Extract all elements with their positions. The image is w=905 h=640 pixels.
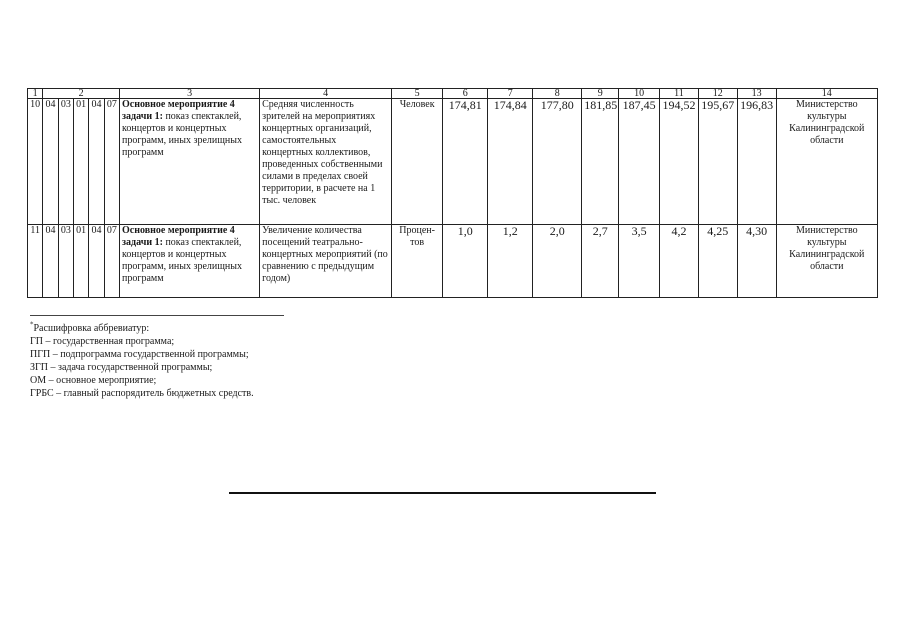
code-cell: 04 bbox=[89, 225, 104, 298]
value-cell: 177,80 bbox=[533, 99, 582, 225]
header-cell: 5 bbox=[392, 89, 443, 99]
code-cell: 07 bbox=[104, 99, 119, 225]
activity-name-bold: Основное мероприятие 4 задачи 1: bbox=[122, 225, 235, 248]
footnotes bbox=[30, 322, 254, 400]
row-number: 10 bbox=[28, 99, 43, 225]
responsible-cell: Министерство культуры Калининградской области bbox=[776, 99, 877, 225]
unit-cell: Процен-тов bbox=[392, 225, 443, 298]
unit-cell: Человек bbox=[392, 99, 443, 225]
header-cell: 6 bbox=[443, 89, 488, 99]
header-cell: 1 bbox=[28, 89, 43, 99]
header-cell: 14 bbox=[776, 89, 877, 99]
activity-name-bold: Основное мероприятие 4 задачи 1: bbox=[122, 99, 235, 122]
value-cell: 187,45 bbox=[619, 99, 660, 225]
code-cell: 03 bbox=[58, 99, 73, 225]
value-cell: 174,84 bbox=[488, 99, 533, 225]
indicators-table bbox=[27, 88, 878, 298]
value-cell: 194,52 bbox=[660, 99, 699, 225]
indicator-name: Увеличение количества посещений театрально-концертных мероприятий (по сравнению с предыдущим годом) bbox=[260, 225, 392, 298]
footnote-item: ПГП – подпрограмма государственной программы; bbox=[30, 349, 249, 360]
header-cell: 11 bbox=[660, 89, 699, 99]
activity-name-text: показ спектаклей, концертов и концертных программ, иных зрелищных программ bbox=[122, 111, 243, 158]
value-cell: 174,81 bbox=[443, 99, 488, 225]
value-cell: 3,5 bbox=[619, 225, 660, 298]
value-cell: 4,2 bbox=[660, 225, 699, 298]
table-row bbox=[28, 225, 878, 298]
value-cell: 1,0 bbox=[443, 225, 488, 298]
indicator-name: Средняя численность зрителей на мероприятиях концертных организаций, самостоятельных концертных коллективов, проведенных собственными силами в пределах своей территории, в расчете на 1 тыс. человек bbox=[260, 99, 392, 225]
code-cell: 01 bbox=[73, 99, 88, 225]
footnote-item: ЗГП – задача государственной программы; bbox=[30, 362, 213, 373]
value-cell: 2,0 bbox=[533, 225, 582, 298]
header-cell: 2 bbox=[43, 89, 120, 99]
value-cell: 2,7 bbox=[582, 225, 619, 298]
footnote-item: ГП – государственная программа; bbox=[30, 336, 175, 347]
row-number: 11 bbox=[28, 225, 43, 298]
header-row bbox=[28, 89, 878, 99]
footnote-divider bbox=[30, 315, 284, 316]
value-cell: 1,2 bbox=[488, 225, 533, 298]
activity-name bbox=[120, 99, 260, 225]
code-cell: 04 bbox=[89, 99, 104, 225]
activity-name-text: показ спектаклей, концертов и концертных программ, иных зрелищных программ bbox=[122, 237, 243, 284]
code-cell: 04 bbox=[43, 99, 58, 225]
footnote-mark: * bbox=[30, 320, 34, 329]
header-cell: 10 bbox=[619, 89, 660, 99]
table-row bbox=[28, 99, 878, 225]
footnote-title: *Расшифровка аббревиатур: bbox=[30, 320, 150, 334]
code-cell: 07 bbox=[104, 225, 119, 298]
code-cell: 03 bbox=[58, 225, 73, 298]
code-cell: 01 bbox=[73, 225, 88, 298]
header-cell: 7 bbox=[488, 89, 533, 99]
header-cell: 4 bbox=[260, 89, 392, 99]
value-cell: 181,85 bbox=[582, 99, 619, 225]
footnote-item: ОМ – основное мероприятие; bbox=[30, 375, 157, 386]
value-cell: 195,67 bbox=[698, 99, 737, 225]
header-cell: 12 bbox=[698, 89, 737, 99]
footnote-item: ГРБС – главный распорядитель бюджетных средств. bbox=[30, 388, 254, 399]
value-cell: 196,83 bbox=[737, 99, 776, 225]
value-cell: 4,30 bbox=[737, 225, 776, 298]
header-cell: 8 bbox=[533, 89, 582, 99]
header-cell: 9 bbox=[582, 89, 619, 99]
header-cell: 3 bbox=[120, 89, 260, 99]
header-cell: 13 bbox=[737, 89, 776, 99]
code-cell: 04 bbox=[43, 225, 58, 298]
value-cell: 4,25 bbox=[698, 225, 737, 298]
responsible-cell: Министерство культуры Калининградской области bbox=[776, 225, 877, 298]
bottom-divider bbox=[229, 492, 656, 494]
activity-name bbox=[120, 225, 260, 298]
